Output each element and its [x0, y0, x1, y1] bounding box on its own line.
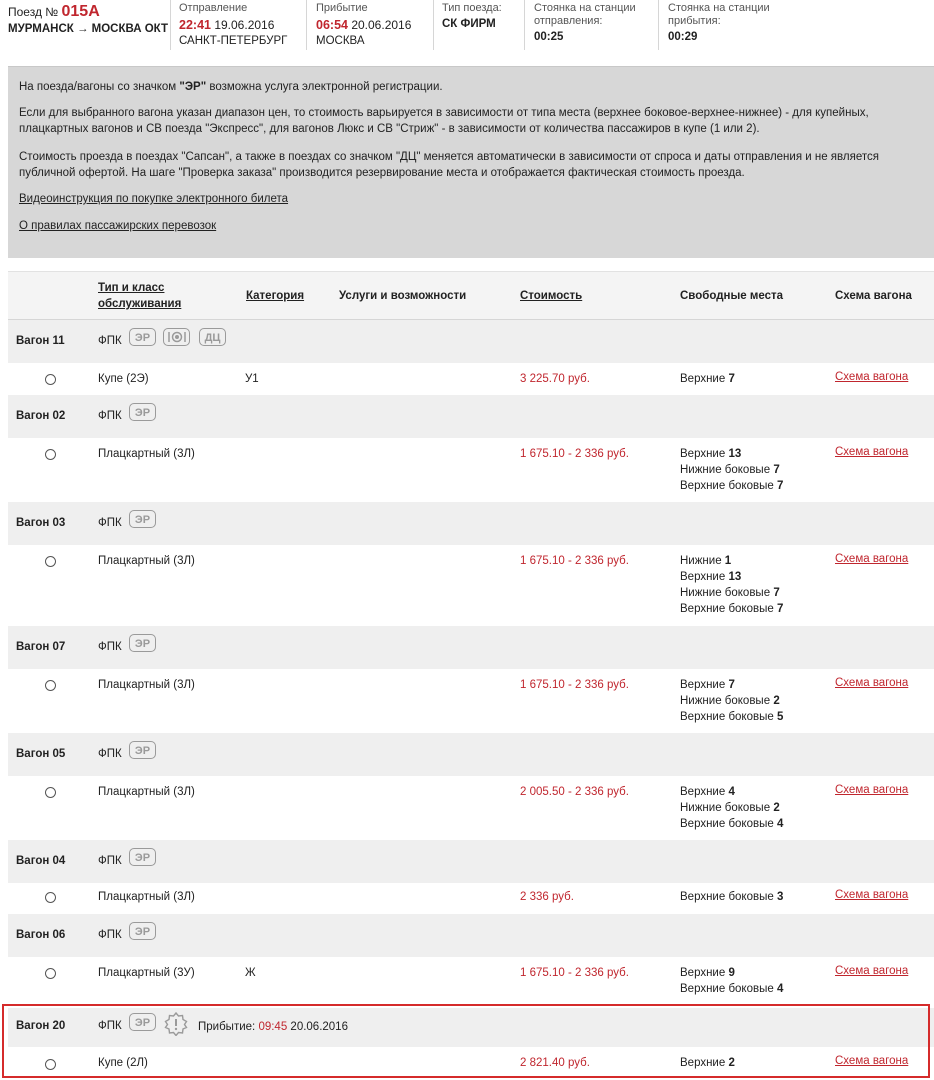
table-row[interactable]: [8, 438, 934, 502]
free-seats: [680, 784, 783, 832]
seat-count: 2: [773, 802, 780, 814]
carrier: ФПК: [98, 1020, 122, 1032]
info-er-text-c: возможна услуга электронной регистрации.: [206, 81, 443, 93]
seat-label: Верхние боковые: [680, 891, 774, 903]
free-seats: [680, 965, 783, 997]
header-divider: [658, 0, 659, 50]
carrier: ФПК: [98, 335, 122, 347]
seat-line: [680, 784, 783, 800]
seat-count: 3: [776, 891, 784, 903]
train-type-label: Тип поезда:: [442, 2, 502, 14]
header-divider: [524, 0, 525, 50]
seat-line: [680, 601, 783, 617]
wagon-group-header: [8, 320, 934, 363]
price: 2 821.40 руб.: [520, 1057, 590, 1069]
table-row[interactable]: [8, 957, 934, 1005]
seat-count: 13: [728, 571, 742, 583]
arrival-note-time: 09:45: [258, 1021, 288, 1033]
dc-badge: ДЦ: [199, 328, 226, 346]
departure-label: Отправление: [179, 2, 248, 14]
seat-label: Нижние боковые: [680, 587, 771, 599]
wagon-name: Вагон 11: [16, 335, 65, 347]
seat-line: [680, 709, 783, 725]
wagon-group-header: [8, 626, 934, 669]
info-er-text: [19, 79, 919, 95]
departure-time: 22:41: [179, 18, 211, 32]
seat-count: 7: [728, 373, 735, 385]
seat-label: Нижние боковые: [680, 695, 771, 707]
wagon-scheme-link[interactable]: Схема вагона: [835, 553, 909, 565]
info-dynamic-price-text: Стоимость проезда в поездах "Сапсан", а также в поездах со значком "ДЦ" меняется автоматически в зависимости от спроса и даты отправления и не является публичной офертой. На шаге "Проверка заказа" производится резервирование места и отображается фактическая стоимость проезда.: [19, 151, 879, 179]
wagon-scheme-link[interactable]: Схема вагона: [835, 371, 909, 383]
info-er-badge-name: "ЭР": [179, 81, 207, 93]
er-badge: ЭР: [129, 328, 156, 346]
train-header: [0, 0, 934, 60]
seat-label: Верхние боковые: [680, 818, 774, 830]
col-type-header[interactable]: Тип и класс обслуживания: [98, 282, 182, 310]
table-row[interactable]: [8, 1047, 934, 1075]
seat-count: 9: [728, 967, 735, 979]
service-type: Плацкартный (3Л): [98, 891, 195, 903]
info-price-range-text: Если для выбранного вагона указан диапазон цен, то стоимость варьируется в зависимости от типа места (верхнее боковое-верхнее-нижнее) - для купейных, плацкартных вагонов и СВ поезда "Экспресс", для вагонов Люкс и СВ "Стриж" - в зависимости от количества пассажиров в купе (1 или 2).: [19, 107, 869, 135]
arrival-label: Прибытие: [316, 2, 368, 14]
wagon-group-header: [8, 914, 934, 957]
wagon-group-header: [8, 840, 934, 883]
carrier: ФПК: [98, 641, 122, 653]
wagon-group-header: [8, 395, 934, 438]
seat-line: [680, 816, 783, 832]
service-type: Плацкартный (3У): [98, 967, 195, 979]
wagon-scheme-link[interactable]: Схема вагона: [835, 889, 909, 901]
seat-count: 2: [773, 695, 780, 707]
carrier: ФПК: [98, 410, 122, 422]
service-type: Купе (2Л): [98, 1057, 148, 1069]
stop-departure-label: Стоянка на станции отправления:: [534, 2, 636, 27]
seat-count: 7: [773, 587, 780, 599]
er-badge: ЭР: [129, 848, 156, 866]
stop-departure-block: [534, 2, 654, 43]
table-row[interactable]: [8, 363, 934, 395]
transport-rules-link[interactable]: О правилах пассажирских перевозок: [19, 220, 217, 232]
er-badge: ЭР: [129, 510, 156, 528]
seat-count: 5: [776, 711, 784, 723]
video-instruction-link[interactable]: Видеоинструкция по покупке электронного билета: [19, 193, 289, 205]
departure-city: САНКТ-ПЕТЕРБУРГ: [179, 35, 288, 47]
seat-line: [680, 981, 783, 997]
category: Ж: [245, 967, 256, 979]
table-row[interactable]: [8, 669, 934, 733]
arrival-note: [198, 1019, 348, 1035]
seat-count: 2: [728, 1057, 735, 1069]
seat-label: Верхние: [680, 1057, 726, 1069]
carrier: ФПК: [98, 517, 122, 529]
wagon-name: Вагон 20: [16, 1020, 66, 1032]
table-row[interactable]: [8, 776, 934, 840]
seat-label: Верхние боковые: [680, 603, 774, 615]
col-seats-header: Свободные места: [680, 290, 784, 302]
warning-icon: [164, 1012, 188, 1039]
seat-count: 4: [776, 983, 784, 995]
seat-label: Нижние: [680, 555, 722, 567]
free-seats: [680, 553, 783, 617]
col-price-header[interactable]: Стоимость: [520, 290, 583, 302]
price: 1 675.10 - 2 336 руб.: [520, 555, 629, 567]
wagon-group-header: [8, 502, 934, 545]
arrival-note-label: Прибытие:: [198, 1021, 256, 1033]
arrival-city: МОСКВА: [316, 35, 365, 47]
carrier: ФПК: [98, 929, 122, 941]
er-badge: ЭР: [129, 634, 156, 652]
seat-label: Верхние: [680, 967, 726, 979]
wagon-name: Вагон 02: [16, 410, 66, 422]
wagon-select-radio[interactable]: [45, 556, 56, 567]
train-number: 015А: [61, 3, 100, 20]
col-scheme-header: Схема вагона: [835, 290, 912, 302]
free-seats: [680, 371, 735, 387]
er-badge: ЭР: [129, 1013, 156, 1031]
category: У1: [245, 373, 259, 385]
seat-line: [680, 371, 735, 387]
wagon-select-radio[interactable]: [45, 374, 56, 385]
seat-count: 7: [773, 464, 780, 476]
price: 1 675.10 - 2 336 руб.: [520, 448, 629, 460]
seat-count: 4: [776, 818, 784, 830]
seat-label: Верхние: [680, 679, 726, 691]
wagon-name: Вагон 04: [16, 855, 66, 867]
info-er-text-a: На поезда/вагоны со значком: [19, 81, 180, 93]
stop-arrival: 00:29: [668, 31, 698, 43]
header-divider: [306, 0, 307, 50]
seat-count: 4: [728, 786, 735, 798]
seat-label: Верхние: [680, 373, 726, 385]
arrival-date: 20.06.2016: [351, 18, 412, 32]
seat-line: [680, 693, 783, 709]
seat-line: [680, 446, 783, 462]
wagon-select-radio[interactable]: [45, 968, 56, 979]
seat-line: [680, 800, 783, 816]
train-type: СК ФИРМ: [442, 18, 496, 30]
seat-line: [680, 585, 783, 601]
seat-line: [680, 677, 783, 693]
er-badge: ЭР: [129, 922, 156, 940]
price: 1 675.10 - 2 336 руб.: [520, 967, 629, 979]
wagon-group-header: [8, 733, 934, 776]
seat-label: Верхние боковые: [680, 983, 774, 995]
table-row[interactable]: [8, 883, 934, 914]
arrival-note-date: 20.06.2016: [290, 1021, 348, 1033]
seat-label: Верхние боковые: [680, 480, 774, 492]
seat-line: [680, 965, 783, 981]
price: 3 225.70 руб.: [520, 373, 590, 385]
col-services-header: Услуги и возможности: [339, 290, 467, 302]
service-type: Купе (2Э): [98, 373, 149, 385]
er-badge: ЭР: [129, 403, 156, 421]
seat-line: [680, 889, 783, 905]
seat-count: 7: [728, 679, 735, 691]
seat-label: Верхние: [680, 571, 726, 583]
free-seats: [680, 889, 783, 905]
departure-block: [179, 2, 287, 47]
wagon-scheme-link[interactable]: Схема вагона: [835, 1055, 909, 1067]
wagon-name: Вагон 07: [16, 641, 66, 653]
train-type-block: [442, 2, 502, 30]
seat-line: [680, 553, 783, 569]
price: 1 675.10 - 2 336 руб.: [520, 679, 629, 691]
seat-label: Верхние боковые: [680, 711, 774, 723]
service-type: Плацкартный (3Л): [98, 555, 195, 567]
table-header: [8, 271, 934, 321]
route: МУРМАНСК → МОСКВА ОКТ: [8, 23, 169, 35]
carrier: ФПК: [98, 855, 122, 867]
seat-label: Нижние боковые: [680, 464, 771, 476]
stop-arrival-block: [668, 2, 788, 43]
free-seats: [680, 446, 783, 494]
seat-line: [680, 1055, 735, 1071]
seat-line: [680, 569, 783, 585]
wagon-select-radio[interactable]: [45, 892, 56, 903]
service-type: Плацкартный (3Л): [98, 786, 195, 798]
wagon-name: Вагон 05: [16, 748, 66, 760]
train-number-block: [8, 3, 168, 35]
header-divider: [170, 0, 171, 50]
free-seats: [680, 1055, 735, 1071]
seat-label: Верхние: [680, 786, 726, 798]
seat-count: 7: [776, 603, 784, 615]
arrival-time: 06:54: [316, 18, 348, 32]
departure-date: 19.06.2016: [214, 18, 275, 32]
train-label: Поезд №: [8, 5, 59, 19]
free-seats: [680, 677, 783, 725]
wagon-scheme-link[interactable]: Схема вагона: [835, 677, 909, 689]
wagon-scheme-link[interactable]: Схема вагона: [835, 784, 909, 796]
wagon-select-radio[interactable]: [45, 680, 56, 691]
price: 2 005.50 - 2 336 руб.: [520, 786, 629, 798]
wagon-select-radio[interactable]: [45, 449, 56, 460]
wagon-name: Вагон 03: [16, 517, 66, 529]
wagon-scheme-link[interactable]: Схема вагона: [835, 965, 909, 977]
header-divider: [433, 0, 434, 50]
service-type: Плацкартный (3Л): [98, 448, 195, 460]
seat-line: [680, 462, 783, 478]
wagon-scheme-link[interactable]: Схема вагона: [835, 446, 909, 458]
seat-count: 7: [776, 480, 784, 492]
seat-label: Верхние: [680, 448, 726, 460]
service-type: Плацкартный (3Л): [98, 679, 195, 691]
stop-departure: 00:25: [534, 31, 564, 43]
arrival-block: [316, 2, 411, 47]
info-panel: [8, 66, 934, 258]
wagon-select-radio[interactable]: [45, 1059, 56, 1070]
er-badge: ЭР: [129, 741, 156, 759]
wagon-select-radio[interactable]: [45, 787, 56, 798]
wagon-name: Вагон 06: [16, 929, 66, 941]
carrier: ФПК: [98, 748, 122, 760]
stop-arrival-label: Стоянка на станции прибытия:: [668, 2, 770, 27]
price: 2 336 руб.: [520, 891, 574, 903]
table-row[interactable]: [8, 545, 934, 626]
wagon-group-header: [8, 1008, 934, 1047]
seat-line: [680, 478, 783, 494]
restaurant-icon: [163, 328, 190, 346]
seat-count: 1: [724, 555, 732, 567]
seat-label: Нижние боковые: [680, 802, 771, 814]
seat-count: 13: [728, 448, 742, 460]
col-category-header[interactable]: Категория: [246, 290, 305, 302]
